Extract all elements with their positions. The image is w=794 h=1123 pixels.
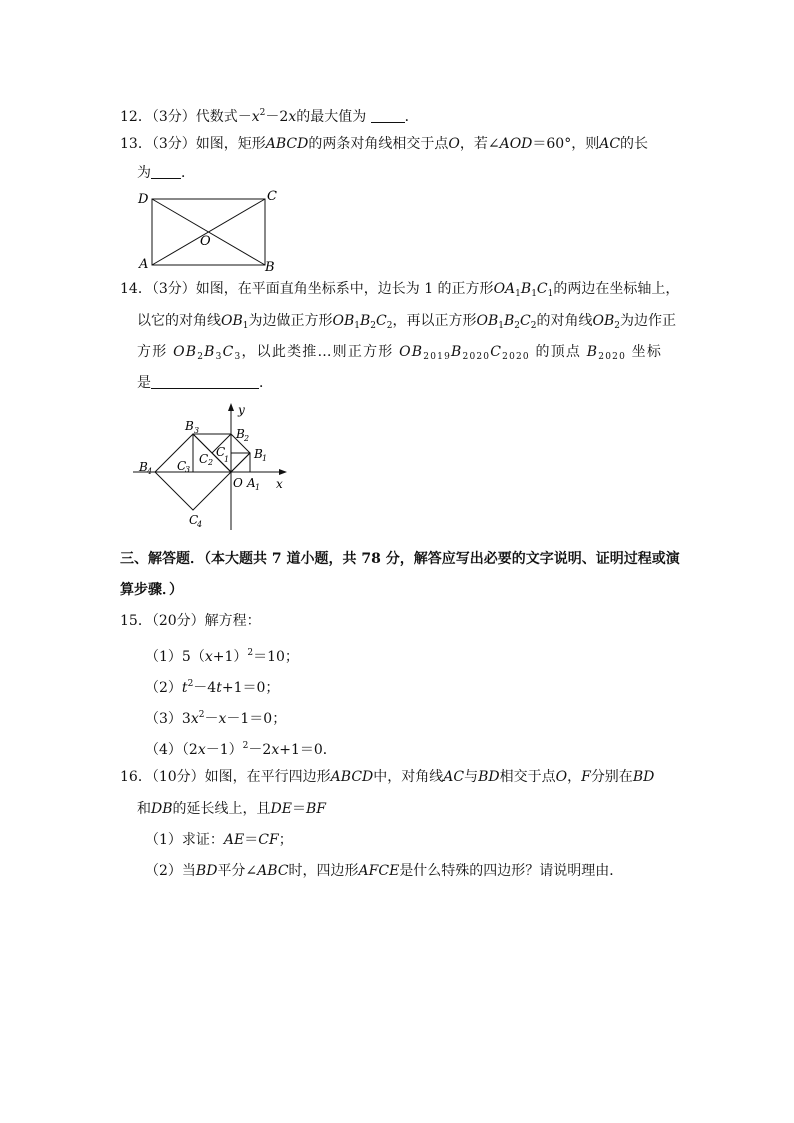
- question-14-line2: 以它的对角线$OB_1$为边做正方形$OB_1B_2C_2$，再以正方形$OB_1B_2C_2$的对角线$OB_2$为边作正: [137, 313, 676, 331]
- answer-blank[interactable]: [151, 374, 259, 389]
- label-B1: B: [254, 447, 263, 461]
- svg-text:2: 2: [208, 458, 214, 467]
- question-14-line4: 是 ．: [137, 375, 273, 391]
- svg-text:3: 3: [194, 426, 200, 435]
- question-13: 13．（3分）如图，矩形ABCD的两条对角线相交于点O，若∠AOD＝60°，则AC的长: [120, 136, 649, 152]
- question-13-line2: 为 ．: [137, 165, 195, 181]
- label-C: C: [267, 189, 277, 204]
- section-heading-line2: 算步骤．）: [120, 582, 183, 598]
- answer-blank[interactable]: [371, 108, 405, 123]
- label-C4: C: [189, 513, 199, 527]
- question-14-line3: 方形 $OB_2B_3C_3$，以此类推…则正方形 $OB_{2019}B_{2020}C_{2020}$ 的顶点 $B_{2020}$ 坐标: [137, 344, 663, 362]
- label-A1: A: [247, 476, 256, 490]
- question-12: 12．（3分）代数式$-x^2-2x$的最大值为 ．: [120, 108, 419, 125]
- coordinate-square-figure: [133, 400, 293, 536]
- question-16-line2: 和DB的延长线上，且DE＝BF: [137, 801, 326, 817]
- question-16-part2: （2）当BD平分∠ABC时，四边形AFCE是什么特殊的四边形？请说明理由．: [145, 863, 624, 879]
- label-B3: B: [185, 419, 194, 433]
- question-14: 14．（3分）如图，在平面直角坐标系中，边长为 1 的正方形$OA_1B_1C_1$的两边在坐标轴上，: [120, 281, 680, 299]
- svg-text:3: 3: [185, 465, 191, 474]
- axis-y-label: y: [238, 403, 245, 417]
- label-B2: B: [236, 427, 245, 441]
- question-16: 16．（10分）如图，在平行四边形ABCD中，对角线AC与BD相交于点O，F分别在BD: [120, 769, 655, 785]
- label-O: O: [200, 234, 211, 249]
- label-A: A: [139, 257, 149, 272]
- svg-text:4: 4: [197, 520, 203, 529]
- axis-x-label: x: [276, 477, 283, 491]
- label-D: D: [138, 192, 149, 207]
- svg-text:1: 1: [255, 483, 261, 492]
- label-C3: C: [177, 459, 187, 473]
- svg-text:1: 1: [262, 454, 268, 463]
- label-C1: C: [216, 445, 226, 459]
- question-16-part1: （1）求证：AE＝CF；: [145, 832, 293, 848]
- svg-text:1: 1: [224, 455, 230, 464]
- origin-label: O: [233, 476, 243, 490]
- svg-text:2: 2: [244, 434, 250, 443]
- question-15-part4: $(4)(2x-1)^2-2x+1=0$．: [145, 741, 337, 758]
- label-C2: C: [199, 452, 209, 466]
- question-15-part2: $(2)t^2-4t+1=0$；: [145, 679, 280, 696]
- section-heading: 三、解答题．（本大题共 7 道小题，共 78 分，解答应写出必要的文字说明、证明过程或演: [120, 551, 680, 567]
- svg-text:4: 4: [147, 467, 153, 476]
- label-B: B: [265, 260, 275, 274]
- rectangle-figure: [135, 188, 285, 274]
- label-B4: B: [139, 460, 148, 474]
- question-15: 15．（20分）解方程：: [120, 613, 261, 629]
- question-15-part1: $(1)5(x+1)^2=10$；: [145, 648, 299, 665]
- question-15-part3: $(3)3x^2-x-1=0$；: [145, 710, 287, 727]
- answer-blank[interactable]: [151, 164, 181, 179]
